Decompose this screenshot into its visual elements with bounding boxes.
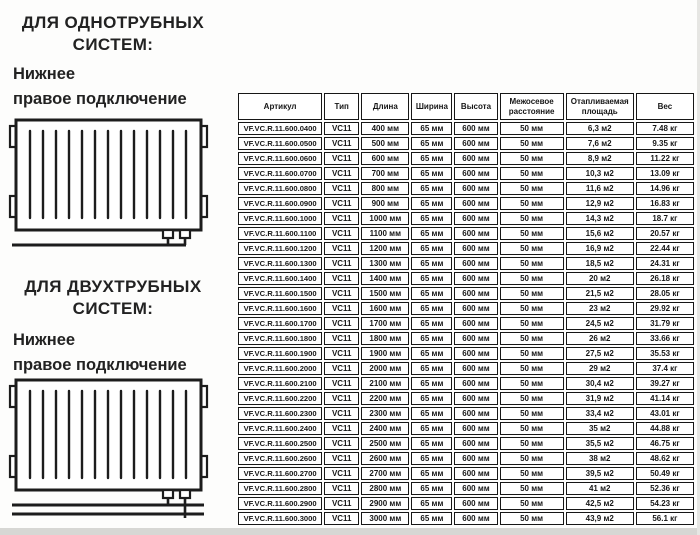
table-cell: VC11	[324, 257, 359, 270]
table-cell: 31.79 кг	[636, 317, 694, 330]
table-header-cell: Ширина	[411, 93, 452, 120]
two-pipe-connection-label	[13, 328, 228, 378]
table-cell: 65 мм	[411, 242, 452, 255]
table-cell: 65 мм	[411, 227, 452, 240]
radiator-diagram-single-pipe-icon	[4, 110, 216, 250]
table-cell: 50 мм	[500, 392, 564, 405]
table-cell: 500 мм	[361, 137, 409, 150]
table-cell: 9.35 кг	[636, 137, 694, 150]
table-cell: 42,5 м2	[566, 497, 634, 510]
table-cell: 65 мм	[411, 197, 452, 210]
table-cell: 50.49 кг	[636, 467, 694, 480]
table-cell: 800 мм	[361, 182, 409, 195]
table-row	[238, 467, 694, 480]
table-cell: 27,5 м2	[566, 347, 634, 360]
table-row	[238, 317, 694, 330]
table-row	[238, 407, 694, 420]
table-cell: VF.VC.R.11.600.0400	[238, 122, 322, 135]
radiator-spec-table-container	[236, 91, 698, 527]
table-cell: 50 мм	[500, 467, 564, 480]
table-cell: 700 мм	[361, 167, 409, 180]
title-line: ДЛЯ ДВУХТРУБНЫХ	[24, 277, 202, 296]
table-cell: 13.09 кг	[636, 167, 694, 180]
table-cell: 29 м2	[566, 362, 634, 375]
table-cell: VC11	[324, 212, 359, 225]
table-cell: 600 мм	[454, 347, 497, 360]
title-line: ДЛЯ ОДНОТРУБНЫХ	[21, 13, 205, 32]
table-cell: 50 мм	[500, 272, 564, 285]
table-cell: 11.22 кг	[636, 152, 694, 165]
table-cell: 50 мм	[500, 242, 564, 255]
table-cell: VC11	[324, 242, 359, 255]
table-cell: 29.92 кг	[636, 302, 694, 315]
table-row	[238, 437, 694, 450]
table-cell: VC11	[324, 497, 359, 510]
table-cell: 2300 мм	[361, 407, 409, 420]
table-cell: 24.31 кг	[636, 257, 694, 270]
table-cell: 15,6 м2	[566, 227, 634, 240]
table-cell: 2800 мм	[361, 482, 409, 495]
table-cell: 18,5 м2	[566, 257, 634, 270]
table-cell: 43.01 кг	[636, 407, 694, 420]
table-row	[238, 332, 694, 345]
table-cell: 2500 мм	[361, 437, 409, 450]
table-cell: 31,9 м2	[566, 392, 634, 405]
table-cell: VF.VC.R.11.600.1800	[238, 332, 322, 345]
table-row	[238, 242, 694, 255]
table-cell: 11,6 м2	[566, 182, 634, 195]
table-cell: VC11	[324, 482, 359, 495]
table-cell: VC11	[324, 302, 359, 315]
table-cell: 600 мм	[454, 362, 497, 375]
table-cell: 600 мм	[454, 257, 497, 270]
table-row	[238, 272, 694, 285]
table-cell: 600 мм	[454, 212, 497, 225]
table-cell: VC11	[324, 122, 359, 135]
table-cell: VC11	[324, 362, 359, 375]
table-cell: 50 мм	[500, 497, 564, 510]
table-cell: VC11	[324, 422, 359, 435]
table-cell: 65 мм	[411, 377, 452, 390]
table-cell: VF.VC.R.11.600.1300	[238, 257, 322, 270]
table-cell: 41 м2	[566, 482, 634, 495]
table-cell: 65 мм	[411, 482, 452, 495]
table-cell: 65 мм	[411, 302, 452, 315]
table-cell: 14.96 кг	[636, 182, 694, 195]
table-cell: 35 м2	[566, 422, 634, 435]
table-cell: 50 мм	[500, 362, 564, 375]
table-row	[238, 497, 694, 510]
table-cell: VF.VC.R.11.600.2800	[238, 482, 322, 495]
title-line: СИСТЕМ:	[72, 35, 154, 54]
table-cell: 65 мм	[411, 422, 452, 435]
table-cell: VF.VC.R.11.600.1900	[238, 347, 322, 360]
table-cell: VF.VC.R.11.600.3000	[238, 512, 322, 525]
table-cell: 3000 мм	[361, 512, 409, 525]
table-cell: 52.36 кг	[636, 482, 694, 495]
table-cell: VF.VC.R.11.600.0600	[238, 152, 322, 165]
table-cell: 20.57 кг	[636, 227, 694, 240]
table-cell: 600 мм	[454, 317, 497, 330]
table-cell: 50 мм	[500, 152, 564, 165]
table-row	[238, 512, 694, 525]
table-cell: 16,9 м2	[566, 242, 634, 255]
table-cell: 56.1 кг	[636, 512, 694, 525]
single-pipe-section-title	[8, 12, 218, 56]
table-cell: 1000 мм	[361, 212, 409, 225]
table-cell: VC11	[324, 392, 359, 405]
table-cell: 35.53 кг	[636, 347, 694, 360]
table-cell: VF.VC.R.11.600.2200	[238, 392, 322, 405]
subtitle-line: правое подключение	[13, 90, 187, 108]
table-cell: 48.62 кг	[636, 452, 694, 465]
table-cell: 65 мм	[411, 407, 452, 420]
table-cell: 600 мм	[454, 272, 497, 285]
table-cell: 50 мм	[500, 437, 564, 450]
table-cell: 600 мм	[454, 167, 497, 180]
table-cell: 1100 мм	[361, 227, 409, 240]
table-row	[238, 227, 694, 240]
table-cell: VF.VC.R.11.600.2600	[238, 452, 322, 465]
table-row	[238, 137, 694, 150]
table-cell: 2100 мм	[361, 377, 409, 390]
table-cell: 1500 мм	[361, 287, 409, 300]
table-cell: VF.VC.R.11.600.0800	[238, 182, 322, 195]
two-pipe-section-title	[8, 276, 218, 320]
table-cell: 1200 мм	[361, 242, 409, 255]
table-cell: 65 мм	[411, 452, 452, 465]
table-cell: VC11	[324, 167, 359, 180]
table-row	[238, 122, 694, 135]
table-cell: 2700 мм	[361, 467, 409, 480]
table-cell: VF.VC.R.11.600.2300	[238, 407, 322, 420]
table-cell: 65 мм	[411, 362, 452, 375]
table-cell: 35,5 м2	[566, 437, 634, 450]
table-header-cell: Отапливаемая площадь	[566, 93, 634, 120]
table-cell: 600 мм	[454, 182, 497, 195]
table-cell: 1400 мм	[361, 272, 409, 285]
radiator-diagram-two-pipe-icon	[4, 374, 216, 522]
table-cell: VC11	[324, 287, 359, 300]
table-cell: 65 мм	[411, 347, 452, 360]
table-cell: 50 мм	[500, 137, 564, 150]
table-row	[238, 152, 694, 165]
table-cell: 50 мм	[500, 452, 564, 465]
table-cell: VF.VC.R.11.600.2500	[238, 437, 322, 450]
table-row	[238, 182, 694, 195]
table-cell: 22.44 кг	[636, 242, 694, 255]
table-header-row	[238, 93, 694, 120]
table-cell: 41.14 кг	[636, 392, 694, 405]
title-line: СИСТЕМ:	[72, 299, 154, 318]
table-cell: 30,4 м2	[566, 377, 634, 390]
table-cell: 50 мм	[500, 122, 564, 135]
table-cell: 65 мм	[411, 257, 452, 270]
table-cell: 1300 мм	[361, 257, 409, 270]
table-cell: 50 мм	[500, 257, 564, 270]
table-cell: 46.75 кг	[636, 437, 694, 450]
table-cell: VF.VC.R.11.600.0700	[238, 167, 322, 180]
table-cell: 23 м2	[566, 302, 634, 315]
table-cell: 24,5 м2	[566, 317, 634, 330]
table-row	[238, 347, 694, 360]
table-cell: 7,6 м2	[566, 137, 634, 150]
radiator-spec-table	[236, 91, 696, 527]
single-pipe-connection-label	[13, 62, 228, 112]
table-cell: 44.88 кг	[636, 422, 694, 435]
table-cell: VC11	[324, 332, 359, 345]
subtitle-line: Нижнее	[13, 331, 76, 349]
table-cell: VC11	[324, 467, 359, 480]
table-cell: VF.VC.R.11.600.0900	[238, 197, 322, 210]
table-cell: 50 мм	[500, 422, 564, 435]
table-row	[238, 452, 694, 465]
table-row	[238, 362, 694, 375]
table-cell: VC11	[324, 272, 359, 285]
table-cell: 50 мм	[500, 347, 564, 360]
connection-schemes-panel	[0, 0, 232, 535]
table-cell: 38 м2	[566, 452, 634, 465]
table-cell: 65 мм	[411, 317, 452, 330]
table-header-cell: Вес	[636, 93, 694, 120]
table-row	[238, 482, 694, 495]
table-cell: 43,9 м2	[566, 512, 634, 525]
table-cell: VC11	[324, 407, 359, 420]
table-cell: 1800 мм	[361, 332, 409, 345]
table-row	[238, 197, 694, 210]
table-cell: VF.VC.R.11.600.1700	[238, 317, 322, 330]
table-cell: 600 мм	[454, 467, 497, 480]
table-cell: 26 м2	[566, 332, 634, 345]
table-cell: 50 мм	[500, 212, 564, 225]
table-cell: 600 мм	[454, 437, 497, 450]
table-cell: 65 мм	[411, 137, 452, 150]
table-cell: VF.VC.R.11.600.2100	[238, 377, 322, 390]
table-cell: VF.VC.R.11.600.2900	[238, 497, 322, 510]
table-row	[238, 212, 694, 225]
table-cell: 600 мм	[361, 152, 409, 165]
table-cell: 7.48 кг	[636, 122, 694, 135]
table-cell: 600 мм	[454, 197, 497, 210]
table-cell: VC11	[324, 452, 359, 465]
table-cell: 65 мм	[411, 272, 452, 285]
table-cell: 14,3 м2	[566, 212, 634, 225]
table-cell: 50 мм	[500, 182, 564, 195]
table-cell: 2000 мм	[361, 362, 409, 375]
table-cell: VC11	[324, 197, 359, 210]
table-cell: VC11	[324, 377, 359, 390]
table-cell: 600 мм	[454, 242, 497, 255]
table-cell: 6,3 м2	[566, 122, 634, 135]
table-cell: 65 мм	[411, 152, 452, 165]
table-cell: 400 мм	[361, 122, 409, 135]
table-cell: 1700 мм	[361, 317, 409, 330]
table-header-cell: Тип	[324, 93, 359, 120]
table-cell: 65 мм	[411, 122, 452, 135]
table-cell: 16.83 кг	[636, 197, 694, 210]
table-cell: 2200 мм	[361, 392, 409, 405]
table-cell: VF.VC.R.11.600.2400	[238, 422, 322, 435]
table-cell: 50 мм	[500, 377, 564, 390]
table-cell: 2400 мм	[361, 422, 409, 435]
table-cell: 600 мм	[454, 377, 497, 390]
table-header-cell: Артикул	[238, 93, 322, 120]
table-cell: 21,5 м2	[566, 287, 634, 300]
table-cell: 900 мм	[361, 197, 409, 210]
table-cell: 65 мм	[411, 212, 452, 225]
table-cell: 600 мм	[454, 332, 497, 345]
table-cell: 10,3 м2	[566, 167, 634, 180]
table-cell: VF.VC.R.11.600.1400	[238, 272, 322, 285]
table-cell: 39.27 кг	[636, 377, 694, 390]
table-cell: 65 мм	[411, 497, 452, 510]
table-cell: 600 мм	[454, 407, 497, 420]
table-row	[238, 392, 694, 405]
table-cell: 65 мм	[411, 332, 452, 345]
table-cell: 50 мм	[500, 167, 564, 180]
table-cell: 600 мм	[454, 302, 497, 315]
table-cell: 1600 мм	[361, 302, 409, 315]
table-cell: 65 мм	[411, 167, 452, 180]
table-cell: 600 мм	[454, 512, 497, 525]
table-cell: VC11	[324, 227, 359, 240]
table-cell: VF.VC.R.11.600.0500	[238, 137, 322, 150]
table-row	[238, 287, 694, 300]
table-cell: 2600 мм	[361, 452, 409, 465]
table-cell: 50 мм	[500, 227, 564, 240]
table-cell: 28.05 кг	[636, 287, 694, 300]
table-header-cell: Длина	[361, 93, 409, 120]
table-cell: 600 мм	[454, 152, 497, 165]
page-edge-shadow-bottom	[0, 528, 700, 535]
table-row	[238, 257, 694, 270]
table-cell: VC11	[324, 317, 359, 330]
table-cell: 8,9 м2	[566, 152, 634, 165]
table-cell: 33.66 кг	[636, 332, 694, 345]
table-cell: 18.7 кг	[636, 212, 694, 225]
table-cell: 50 мм	[500, 302, 564, 315]
table-row	[238, 422, 694, 435]
table-cell: 600 мм	[454, 137, 497, 150]
table-cell: VF.VC.R.11.600.1600	[238, 302, 322, 315]
table-cell: 2900 мм	[361, 497, 409, 510]
table-cell: 12,9 м2	[566, 197, 634, 210]
table-cell: 65 мм	[411, 467, 452, 480]
table-cell: 50 мм	[500, 332, 564, 345]
table-cell: VF.VC.R.11.600.1000	[238, 212, 322, 225]
table-cell: 54.23 кг	[636, 497, 694, 510]
table-cell: 39,5 м2	[566, 467, 634, 480]
table-cell: 50 мм	[500, 482, 564, 495]
table-cell: 600 мм	[454, 482, 497, 495]
table-cell: 600 мм	[454, 422, 497, 435]
table-cell: 65 мм	[411, 437, 452, 450]
table-cell: 600 мм	[454, 452, 497, 465]
table-cell: VC11	[324, 512, 359, 525]
table-cell: 600 мм	[454, 392, 497, 405]
table-header-cell: Межосевое расстояние	[500, 93, 564, 120]
table-cell: 50 мм	[500, 317, 564, 330]
table-cell: 600 мм	[454, 497, 497, 510]
table-cell: 1900 мм	[361, 347, 409, 360]
table-cell: VF.VC.R.11.600.2000	[238, 362, 322, 375]
table-cell: VF.VC.R.11.600.1200	[238, 242, 322, 255]
table-cell: VF.VC.R.11.600.2700	[238, 467, 322, 480]
table-cell: 33,4 м2	[566, 407, 634, 420]
table-cell: 20 м2	[566, 272, 634, 285]
table-cell: VF.VC.R.11.600.1500	[238, 287, 322, 300]
table-cell: 50 мм	[500, 197, 564, 210]
table-row	[238, 377, 694, 390]
table-cell: 65 мм	[411, 287, 452, 300]
table-cell: 50 мм	[500, 407, 564, 420]
table-cell: VC11	[324, 347, 359, 360]
table-header-cell: Высота	[454, 93, 497, 120]
table-cell: VC11	[324, 152, 359, 165]
table-cell: 37.4 кг	[636, 362, 694, 375]
table-cell: 600 мм	[454, 227, 497, 240]
table-cell: VF.VC.R.11.600.1100	[238, 227, 322, 240]
subtitle-line: правое подключение	[13, 356, 187, 374]
table-row	[238, 167, 694, 180]
table-cell: VC11	[324, 137, 359, 150]
table-cell: 50 мм	[500, 512, 564, 525]
table-cell: 600 мм	[454, 287, 497, 300]
table-cell: 26.18 кг	[636, 272, 694, 285]
table-cell: VC11	[324, 182, 359, 195]
table-cell: 600 мм	[454, 122, 497, 135]
table-cell: 50 мм	[500, 287, 564, 300]
table-cell: 65 мм	[411, 392, 452, 405]
subtitle-line: Нижнее	[13, 65, 76, 83]
table-row	[238, 302, 694, 315]
table-cell: 65 мм	[411, 182, 452, 195]
table-cell: VC11	[324, 437, 359, 450]
table-cell: 65 мм	[411, 512, 452, 525]
spec-table-body	[238, 122, 694, 525]
